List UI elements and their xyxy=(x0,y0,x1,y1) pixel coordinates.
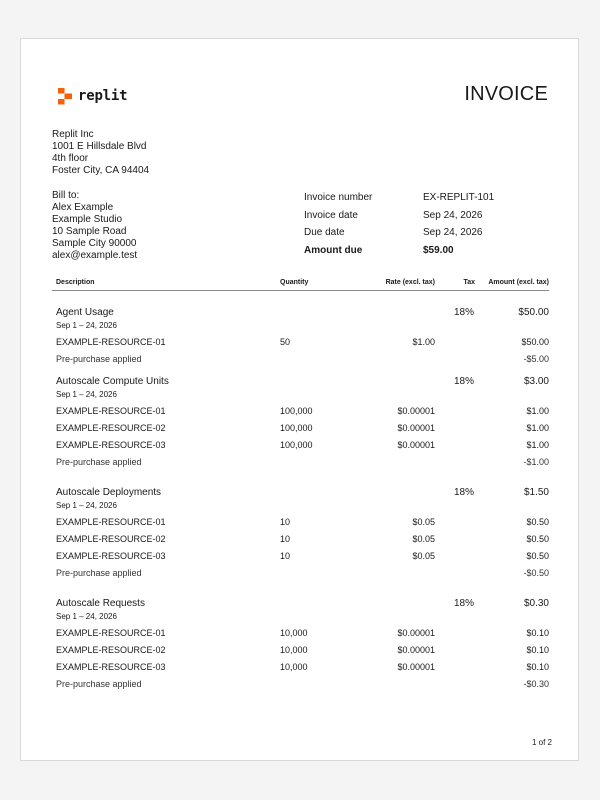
item-amount: $0.50 xyxy=(526,551,549,561)
sender-line: 4th floor xyxy=(52,153,89,164)
prepurchase-label: Pre-purchase applied xyxy=(56,354,142,364)
sender-line: Replit Inc xyxy=(52,129,94,140)
item-quantity: 100,000 xyxy=(280,406,313,416)
table-row xyxy=(56,440,549,454)
item-amount: $50.00 xyxy=(521,337,549,347)
item-amount: $0.50 xyxy=(526,534,549,544)
group-amount: $0.30 xyxy=(523,598,549,609)
item-quantity: 10,000 xyxy=(280,645,308,655)
group-period: Sep 1 – 24, 2026 xyxy=(56,501,117,510)
group-tax: 18% xyxy=(453,487,474,498)
prepurchase-label: Pre-purchase applied xyxy=(56,568,142,578)
document-title: INVOICE xyxy=(464,83,548,105)
item-description: EXAMPLE-RESOURCE-01 xyxy=(56,406,166,416)
meta-key: Amount due xyxy=(304,244,363,256)
group-period-row xyxy=(56,390,549,400)
meta-value: Sep 24, 2026 xyxy=(423,227,483,238)
group-name: Agent Usage xyxy=(56,307,114,318)
group-period: Sep 1 – 24, 2026 xyxy=(56,390,117,399)
table-row xyxy=(56,423,549,437)
prepurchase-row xyxy=(56,679,549,693)
prepurchase-amount: -$0.30 xyxy=(523,679,549,689)
meta-value: Sep 24, 2026 xyxy=(423,209,483,221)
sender-line: 1001 E Hillsdale Blvd xyxy=(52,141,147,152)
prepurchase-row xyxy=(56,457,549,471)
sender-line: Foster City, CA 94404 xyxy=(52,165,150,176)
item-description: EXAMPLE-RESOURCE-01 xyxy=(56,517,166,527)
table-row xyxy=(56,337,549,351)
replit-logo xyxy=(57,87,127,105)
bill-to xyxy=(52,190,137,262)
item-rate: $0.00001 xyxy=(397,406,435,416)
brand-name: replit xyxy=(78,88,128,104)
prepurchase-label: Pre-purchase applied xyxy=(56,679,142,689)
item-rate: $0.05 xyxy=(412,551,435,561)
group-header-row xyxy=(56,376,549,390)
meta-value: EX-REPLIT-101 xyxy=(423,192,495,203)
item-rate: $0.00001 xyxy=(397,440,435,450)
bill-to-label: Bill to: xyxy=(52,190,80,201)
sender-address xyxy=(52,129,149,177)
header-description: Description xyxy=(56,279,95,286)
bill-to-email: alex@example.test xyxy=(52,250,138,261)
prepurchase-amount: -$1.00 xyxy=(523,457,549,467)
group-period: Sep 1 – 24, 2026 xyxy=(56,321,117,330)
group-tax: 18% xyxy=(453,598,474,609)
item-amount: $0.10 xyxy=(526,662,549,672)
item-quantity: 10 xyxy=(280,517,291,527)
group-name: Autoscale Requests xyxy=(56,598,145,609)
item-quantity: 100,000 xyxy=(280,440,313,450)
prepurchase-row xyxy=(56,568,549,582)
table-row xyxy=(56,406,549,420)
item-amount: $1.00 xyxy=(526,423,549,433)
item-rate: $0.05 xyxy=(412,534,435,544)
prepurchase-label: Pre-purchase applied xyxy=(56,457,142,467)
group-tax: 18% xyxy=(453,307,474,318)
item-rate: $0.00001 xyxy=(397,628,435,638)
item-rate: $0.00001 xyxy=(397,423,435,433)
group-header-row xyxy=(56,487,549,501)
bill-to-line: Sample City 90000 xyxy=(52,238,137,249)
table-row xyxy=(56,517,549,531)
table-row xyxy=(56,628,549,642)
prepurchase-amount: -$5.00 xyxy=(523,354,549,364)
group-amount: $50.00 xyxy=(518,307,549,318)
item-amount: $0.50 xyxy=(526,517,549,527)
item-quantity: 10 xyxy=(280,534,291,544)
group-period-row xyxy=(56,321,549,331)
bill-to-line: Example Studio xyxy=(52,214,123,225)
group-amount: $1.50 xyxy=(523,487,549,498)
group-tax: 18% xyxy=(453,376,474,387)
item-rate: $0.05 xyxy=(412,517,435,527)
header-amount: Amount (excl. tax) xyxy=(488,279,549,286)
item-amount: $1.00 xyxy=(526,440,549,450)
header-divider xyxy=(52,290,549,291)
group-name: Autoscale Compute Units xyxy=(56,376,169,387)
item-description: EXAMPLE-RESOURCE-01 xyxy=(56,337,166,347)
item-description: EXAMPLE-RESOURCE-03 xyxy=(56,662,166,672)
item-quantity: 50 xyxy=(280,337,291,347)
item-quantity: 10 xyxy=(280,551,291,561)
item-description: EXAMPLE-RESOURCE-03 xyxy=(56,440,166,450)
item-amount: $0.10 xyxy=(526,645,549,655)
item-quantity: 10,000 xyxy=(280,628,308,638)
meta-key: Invoice date xyxy=(304,209,358,221)
group-period-row xyxy=(56,501,549,511)
item-amount: $1.00 xyxy=(526,406,549,416)
table-row xyxy=(56,645,549,659)
item-rate: $0.00001 xyxy=(397,662,435,672)
item-description: EXAMPLE-RESOURCE-02 xyxy=(56,423,166,433)
group-header-row xyxy=(56,307,549,321)
header-tax: Tax xyxy=(463,279,475,286)
item-rate: $0.00001 xyxy=(397,645,435,655)
page-number: 1 of 2 xyxy=(531,738,552,747)
item-rate: $1.00 xyxy=(412,337,435,347)
meta-key: Invoice number xyxy=(304,192,373,203)
meta-key: Due date xyxy=(304,227,345,238)
group-period: Sep 1 – 24, 2026 xyxy=(56,612,117,621)
item-description: EXAMPLE-RESOURCE-02 xyxy=(56,534,166,544)
invoice-page xyxy=(20,38,579,761)
group-amount: $3.00 xyxy=(523,376,549,387)
item-description: EXAMPLE-RESOURCE-02 xyxy=(56,645,166,655)
table-row xyxy=(56,662,549,676)
item-description: EXAMPLE-RESOURCE-01 xyxy=(56,628,166,638)
table-row xyxy=(56,551,549,565)
bill-to-line: 10 Sample Road xyxy=(52,226,127,237)
item-quantity: 100,000 xyxy=(280,423,313,433)
header-rate: Rate (excl. tax) xyxy=(385,279,435,286)
item-quantity: 10,000 xyxy=(280,662,308,672)
bill-to-line: Alex Example xyxy=(52,202,114,213)
group-period-row xyxy=(56,612,549,622)
group-header-row xyxy=(56,598,549,612)
prepurchase-amount: -$0.50 xyxy=(523,568,549,578)
header-quantity: Quantity xyxy=(280,279,309,286)
amount-due-value: $59.00 xyxy=(423,244,454,256)
item-amount: $0.10 xyxy=(526,628,549,638)
item-description: EXAMPLE-RESOURCE-03 xyxy=(56,551,166,561)
group-name: Autoscale Deployments xyxy=(56,487,162,498)
table-row xyxy=(56,534,549,548)
prepurchase-row xyxy=(56,354,549,368)
replit-logo-icon xyxy=(57,87,73,105)
